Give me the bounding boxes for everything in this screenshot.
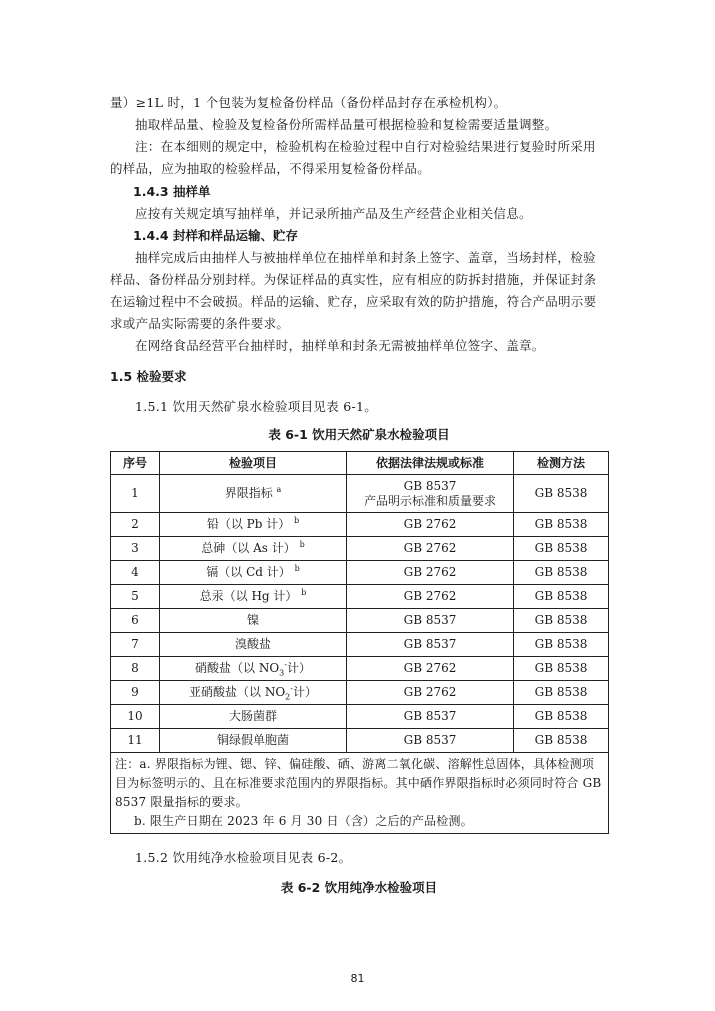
- row-standard: GB 8537 产品明示标准和质量要求: [347, 475, 514, 513]
- table-row: [111, 585, 609, 609]
- row-method: GB 8538: [514, 475, 609, 513]
- row-method: GB 8538: [514, 513, 609, 537]
- table-header-row: [111, 452, 609, 475]
- heading-1-4-3: 1.4.3 抽样单: [133, 184, 211, 199]
- row-number: 3: [111, 537, 160, 561]
- header-standard-basis: 依据法律法规或标准: [347, 452, 514, 475]
- row-method: GB 8538: [514, 681, 609, 705]
- paragraph-sealing-transport: 抽样完成后由抽样人与被抽样单位在抽样单和封条上签字、盖章，当场封样，检验样品、备份样品分别封样。为保证样品的真实性，应有相应的防拆封措施，并保证封条在运输过程中不会破损。样品的运输、贮存，应采取有效的防护措施，符合产品明示要求或产品实际需要的条件要求。: [110, 250, 597, 331]
- paragraph-sampling-form: 应按有关规定填写抽样单，并记录所抽产品及生产经营企业相关信息。: [135, 206, 532, 221]
- table-6-2-caption: 表 6-2 饮用纯净水检验项目: [280, 880, 438, 895]
- row-number: 5: [111, 585, 160, 609]
- row-standard: GB 2762: [347, 585, 514, 609]
- row-standard: GB 2762: [347, 513, 514, 537]
- row-item: 铅（以 Pb 计） $^b$: [160, 513, 347, 537]
- table-row: [111, 657, 609, 681]
- row-number: 10: [111, 705, 160, 729]
- row-method: GB 8538: [514, 537, 609, 561]
- row-method: GB 8538: [514, 609, 609, 633]
- header-serial-no: 序号: [111, 452, 160, 475]
- table-row: [111, 705, 609, 729]
- paragraph-online-sampling: 在网络食品经营平台抽样时，抽样单和封条无需被抽样单位签字、盖章。: [135, 338, 545, 353]
- row-method: GB 8538: [514, 633, 609, 657]
- table-6-1-caption: 表 6-1 饮用天然矿泉水检验项目: [268, 427, 450, 442]
- paragraph-retest-note: 注：在本细则的规定中，检验机构在检验过程中自行对检验结果进行复验时所采用的样品，应为抽取的检验样品，不得采用复检备份样品。: [110, 139, 596, 176]
- row-number: 7: [111, 633, 160, 657]
- paragraph-1-5-2: 1.5.2 饮用纯净水检验项目见表 6-2。: [135, 850, 352, 865]
- note-b: b. 限生产日期在 2023 年 6 月 30 日（含）之后的产品检测。: [134, 814, 473, 828]
- table-note-row: [111, 753, 609, 834]
- row-item: 镍: [160, 609, 347, 633]
- row-item: 大肠菌群: [160, 705, 347, 729]
- note-a: 注：a. 界限指标为锂、锶、锌、偏硅酸、硒、游离二氧化碳、溶解性总固体，具体检测项目为标签明示的、且在标准要求范围内的界限指标。其中硒作界限指标时必须同时符合 GB 8537 限量指标的要求。: [115, 757, 602, 809]
- heading-1-5: 1.5 检验要求: [110, 369, 187, 384]
- paragraph-sample-adjust: 抽取样品量、检验及复检备份所需样品量可根据检验和复检需要适量调整。: [135, 117, 558, 132]
- row-method: GB 8538: [514, 585, 609, 609]
- table-row: [111, 561, 609, 585]
- header-inspection-item: 检验项目: [160, 452, 347, 475]
- row-method: GB 8538: [514, 705, 609, 729]
- row-standard: GB 8537: [347, 705, 514, 729]
- row-item: 硝酸盐（以 $NO_3^-$计）: [160, 657, 347, 681]
- table-notes: [111, 753, 609, 834]
- paragraph-1-5-1: 1.5.1 饮用天然矿泉水检验项目见表 6-1。: [135, 399, 378, 414]
- row-method: GB 8538: [514, 657, 609, 681]
- page-number: 81: [350, 972, 365, 985]
- row-method: GB 8538: [514, 561, 609, 585]
- row-item: 总汞（以 Hg 计） $^b$: [160, 585, 347, 609]
- row-number: 4: [111, 561, 160, 585]
- row-standard: GB 2762: [347, 537, 514, 561]
- row-number: 2: [111, 513, 160, 537]
- row-method: GB 8538: [514, 729, 609, 753]
- row-standard: GB 2762: [347, 681, 514, 705]
- row-standard: GB 2762: [347, 561, 514, 585]
- row-number: 1: [111, 475, 160, 513]
- row-item: 亚硝酸盐（以 $NO_2^-$计）: [160, 681, 347, 705]
- row-standard: GB 2762: [347, 657, 514, 681]
- table-row: [111, 609, 609, 633]
- row-standard: GB 8537: [347, 729, 514, 753]
- table-row: [111, 475, 609, 513]
- row-number: 6: [111, 609, 160, 633]
- table-row: [111, 729, 609, 753]
- table-row: [111, 681, 609, 705]
- row-item: 总砷（以 As 计） $^b$: [160, 537, 347, 561]
- row-number: 8: [111, 657, 160, 681]
- row-standard: GB 8537: [347, 633, 514, 657]
- row-number: 9: [111, 681, 160, 705]
- row-number: 11: [111, 729, 160, 753]
- row-item: 溴酸盐: [160, 633, 347, 657]
- table-row: [111, 537, 609, 561]
- row-item: 界限指标 $^a$: [160, 475, 347, 513]
- table-row: [111, 633, 609, 657]
- paragraph-sample-quantity: 量）≥1L 时，1 个包装为复检备份样品（备份样品封存在承检机构）。: [110, 95, 507, 110]
- row-item: 铜绿假单胞菌: [160, 729, 347, 753]
- row-standard: GB 8537: [347, 609, 514, 633]
- heading-1-4-4: 1.4.4 封样和样品运输、贮存: [133, 228, 298, 243]
- header-test-method: 检测方法: [514, 452, 609, 475]
- row-item: 镉（以 Cd 计） $^b$: [160, 561, 347, 585]
- table-row: [111, 513, 609, 537]
- inspection-items-table: [110, 451, 609, 834]
